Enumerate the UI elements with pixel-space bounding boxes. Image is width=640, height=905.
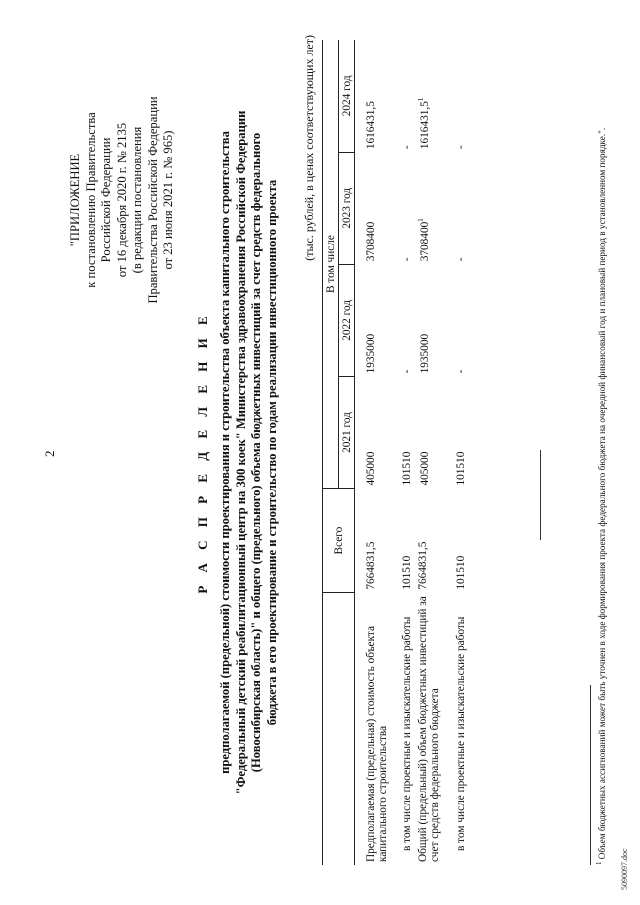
subtitle-line: "Федеральный детский реабилитационный центр на 300 коек" Министерства здравоохранения Российской Федерации bbox=[233, 110, 248, 795]
value-text: 405000 bbox=[418, 451, 431, 486]
subtitle-line: (Новосибирская область)" и общего (предельного) объема бюджетных инвестиций за счет средств федерального bbox=[249, 132, 263, 773]
document-subtitle bbox=[218, 40, 280, 865]
table-row bbox=[455, 40, 471, 865]
row-value: 1616431,5 bbox=[364, 101, 377, 150]
header-year: 2021 год bbox=[339, 376, 355, 488]
appendix-line: от 16 декабря 2020 г. № 2135 bbox=[114, 122, 129, 278]
footnote bbox=[593, 35, 608, 865]
row-value: 101510 bbox=[454, 451, 467, 486]
row-value bbox=[417, 264, 455, 376]
document-id: 5090097.doc bbox=[620, 848, 629, 890]
row-value: - bbox=[400, 257, 413, 262]
appendix-line: от 23 июня 2021 г. № 965) bbox=[161, 130, 175, 270]
row-total: 101510 bbox=[454, 555, 467, 590]
row-value: - bbox=[400, 369, 413, 374]
row-value bbox=[417, 152, 455, 264]
header-year: 2023 год bbox=[339, 152, 355, 264]
units-note: (тыс. рублей, в ценах соответствующих лет) bbox=[302, 35, 316, 261]
value-text: 1616431,5 bbox=[418, 101, 431, 150]
appendix-line: к постановлению Правительства bbox=[83, 112, 98, 288]
row-label: в том числе проектные и изыскательские работы bbox=[454, 616, 467, 851]
appendix-line: "ПРИЛОЖЕНИЕ bbox=[68, 153, 82, 247]
row-total: 7664831,5 bbox=[364, 541, 377, 590]
appendix-line: (в редакции постановления bbox=[130, 126, 144, 274]
value-text: 3708400 bbox=[418, 221, 431, 262]
row-value: 405000 bbox=[364, 451, 377, 486]
row-label: в том числе проектные и изыскательские работы bbox=[400, 616, 413, 851]
distribution-table bbox=[322, 40, 471, 865]
separator-line bbox=[540, 450, 541, 540]
row-total: 7664831,5 bbox=[416, 541, 429, 590]
row-total: 101510 bbox=[400, 555, 413, 590]
header-year: 2024 год bbox=[339, 40, 355, 152]
row-value: - bbox=[400, 145, 413, 150]
appendix-block bbox=[68, 55, 177, 345]
footnote-ref: 1 bbox=[416, 218, 425, 222]
row-value: - bbox=[454, 145, 467, 150]
footnote-mark: 1 bbox=[595, 861, 603, 865]
row-value: - bbox=[454, 369, 467, 374]
appendix-line: Правительства Российской Федерации bbox=[145, 96, 160, 304]
footnote-ref: 1 bbox=[416, 97, 425, 102]
document-title: Р А С П Р Е Д Е Л Е Н И Е bbox=[195, 311, 210, 594]
subtitle-line: предполагаемой (предельной) стоимости проектирования и строительства объекта капитального строительства bbox=[218, 131, 232, 774]
header-total: Всего bbox=[323, 489, 355, 593]
row-value: - bbox=[454, 257, 467, 262]
table-row bbox=[401, 40, 417, 865]
row-value: 1935000 bbox=[364, 333, 377, 374]
row-label: Общий (предельный) объем бюджетных инвестиций за счет средств федерального бюджета bbox=[416, 596, 441, 862]
footnote-text: Объем бюджетных ассигнований может быть уточнен в ходе формирования проекта федерального бюджета на очередной финансовый год и плановый период в установленном порядке.". bbox=[597, 127, 608, 862]
header-empty bbox=[323, 593, 355, 865]
footnote-rule bbox=[590, 685, 591, 865]
value-text: 1935000 bbox=[418, 333, 431, 374]
header-year: 2022 год bbox=[339, 264, 355, 376]
row-value bbox=[417, 40, 455, 152]
row-label: Предполагаемая (предельная) стоимость объекта капитального строительства bbox=[364, 626, 389, 862]
row-value bbox=[417, 376, 455, 488]
row-value: 101510 bbox=[400, 451, 413, 486]
row-value: 3708400 bbox=[364, 221, 377, 262]
subtitle-line: бюджета в его проектирование и строительство по годам реализации инвестиционного проекта bbox=[264, 179, 279, 726]
table-row bbox=[417, 40, 455, 865]
appendix-line: Российской Федерации bbox=[99, 137, 113, 263]
table-row bbox=[365, 40, 401, 865]
page-number: 2 bbox=[42, 450, 57, 457]
header-incl: В том числе bbox=[323, 40, 339, 489]
